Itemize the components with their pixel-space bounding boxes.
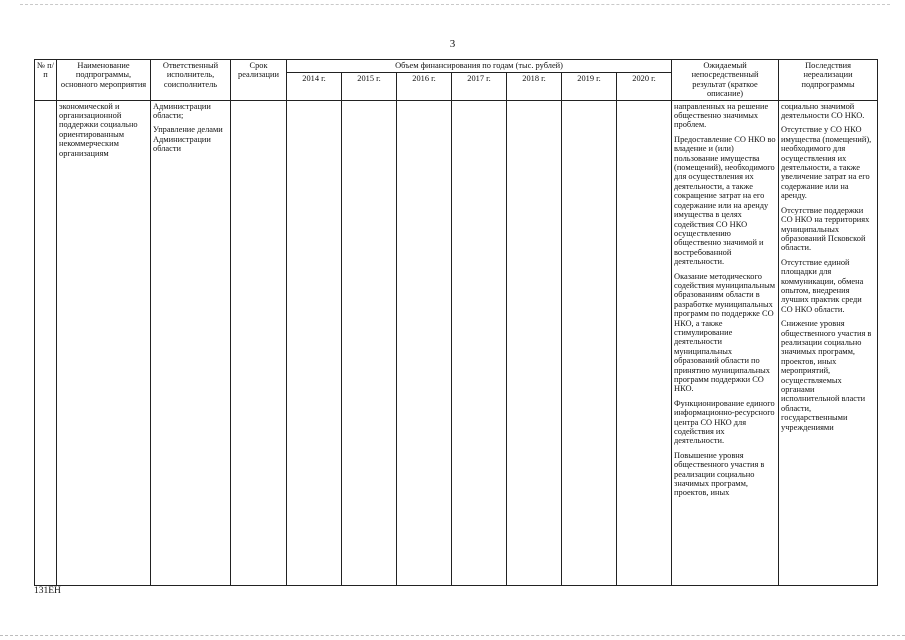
result-paragraph: направленных на решение общественно значимых проблем. [674,101,769,130]
cell-year [452,100,507,585]
result-paragraph: Функционирование единого информационно-ресурсного центра СО НКО для содействия их деятельности. [674,398,775,446]
header-consequences: Последствия нереализации подпрограммы [779,60,878,101]
header-year: 2015 г. [342,73,397,101]
cell-num [35,100,57,585]
consequence-paragraph: Отсутствие поддержки СО НКО на территориях муниципальных образований Псковской области. [781,205,870,253]
executor-text: Управление делами Администрации области [153,125,223,154]
scan-edge-top [20,4,890,5]
header-year: 2018 г. [507,73,562,101]
cell-executor [151,100,231,585]
header-executor: Ответственный исполнитель, соисполнитель [151,60,231,101]
header-result: Ожидаемый непосредственный результат (краткое описание) [672,60,779,101]
result-paragraph: Оказание методического содействия муниципальным образованиям области в разработке муниципальных программ по поддержке СО НКО, а также стимулирование деятельности муниципальных образований области по принятию муниципальных программ поддержки СО НКО. [674,271,776,394]
cell-year [507,100,562,585]
header-year: 2017 г. [452,73,507,101]
table-row [35,100,878,585]
header-name: Наименование подпрограммы, основного мероприятия [57,60,151,101]
cell-year [617,100,672,585]
header-num: № п/п [35,60,57,101]
header-year: 2020 г. [617,73,672,101]
consequence-paragraph: Отсутствие единой площадки для коммуникации, обмена опытом, внедрения лучших практик среди СО НКО области. [781,257,864,314]
name-text: экономической и организационной поддержки социально ориентированным некоммерческим организациям [59,101,138,158]
scan-edge-bottom [0,635,905,636]
executor-text: Администрации области; [153,101,211,121]
header-term: Срок реализации [231,60,287,101]
consequence-paragraph: Отсутствие у СО НКО имущества (помещений), необходимого для осуществления их деятельности, а также увеличение затрат на его содержание или на аренду. [781,125,872,201]
funding-table [34,59,878,586]
header-funding: Объем финансирования по годам (тыс. рублей) [287,60,672,73]
page-number: 3 [449,38,456,50]
result-paragraph: Предоставление СО НКО во владение и (или) пользование имущества (помещений), необходимого для осуществления их деятельности, а также сокращение затрат на его содержание или на аренду имущества в целях содействия СО НКО осуществлению общественно значимой и востребованной деятельности. [674,134,776,267]
cell-year [287,100,342,585]
cell-result [672,100,779,585]
cell-consequences [779,100,878,585]
header-year: 2016 г. [397,73,452,101]
cell-year [397,100,452,585]
cell-name [57,100,151,585]
cell-year [562,100,617,585]
consequence-paragraph: социально значимой деятельности СО НКО. [781,101,865,121]
footer-code: 131EH [34,586,61,596]
consequence-paragraph: Снижение уровня общественного участия в реализации социально значимых программ, проектов, иных мероприятий, осуществляемых органами исполнительной власти области, государственными учреждениями [781,319,872,432]
header-year: 2014 г. [287,73,342,101]
header-year: 2019 г. [562,73,617,101]
result-paragraph: Повышение уровня общественного участия в реализации социально значимых программ, проектов, иных [674,450,765,498]
cell-term [231,100,287,585]
cell-year [342,100,397,585]
